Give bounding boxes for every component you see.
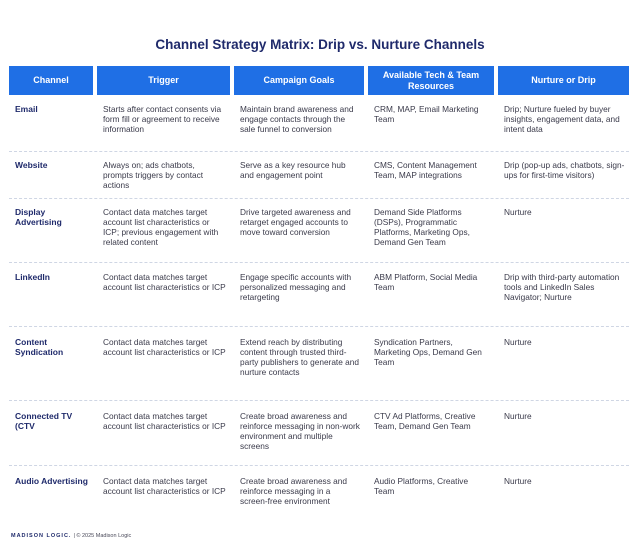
- row-divider: [9, 400, 629, 401]
- resources-cell: CTV Ad Platforms, Creative Team, Demand Gen Team: [374, 411, 476, 431]
- trigger-cell: Contact data matches target account list characteristics or ICP: [103, 476, 226, 496]
- goals-cell: Engage specific accounts with personalized messaging and retargeting: [240, 272, 352, 302]
- goals-cell: Create broad awareness and reinforce messaging in a screen-free environment: [240, 476, 348, 506]
- row-divider: [9, 262, 629, 263]
- table-row-website: [9, 160, 629, 190]
- table-row-content-syndication: [9, 337, 629, 377]
- goals-cell: Create broad awareness and reinforce messaging in non-work environment and multiple screens: [240, 411, 360, 451]
- type-cell: Drip with third-party automation tools and LinkedIn Sales Navigator; Nurture: [504, 272, 620, 302]
- goals-cell: Maintain brand awareness and engage contacts through the sale funnel to conversion: [240, 104, 354, 134]
- table-row-email: [9, 104, 629, 134]
- header-nurture-or-drip: Nurture or Drip: [498, 66, 629, 95]
- header-channel: Channel: [9, 66, 93, 95]
- header-trigger: Trigger: [97, 66, 230, 95]
- trigger-cell: Contact data matches target account list characteristics or ICP; previous engagement with related content: [103, 207, 219, 247]
- table-row-connected-tv: [9, 411, 629, 451]
- trigger-cell: Contact data matches target account list characteristics or ICP: [103, 337, 226, 357]
- resources-cell: CMS, Content Management Team, MAP integrations: [374, 160, 477, 180]
- table-row-display-advertising: [9, 207, 629, 247]
- table-row-linkedin: [9, 272, 629, 302]
- type-cell: Drip; Nurture fueled by buyer insights, engagement data, and intent data: [504, 104, 620, 134]
- row-divider: [9, 326, 629, 327]
- header-resources: Available Tech & Team Resources: [368, 66, 494, 95]
- type-cell: Nurture: [504, 337, 532, 347]
- channel-cell: Connected TV (CTV: [15, 411, 73, 431]
- table-row-audio-advertising: [9, 476, 629, 506]
- channel-cell: Website: [15, 160, 48, 170]
- trigger-cell: Contact data matches target account list characteristics or ICP: [103, 411, 226, 431]
- header-campaign-goals: Campaign Goals: [234, 66, 364, 95]
- channel-cell: Audio Advertising: [15, 476, 88, 486]
- resources-cell: Audio Platforms, Creative Team: [374, 476, 469, 496]
- goals-cell: Extend reach by distributing content through trusted third-party publishers to generate and nurture contacts: [240, 337, 360, 377]
- resources-cell: CRM, MAP, Email Marketing Team: [374, 104, 479, 124]
- channel-cell: Email: [15, 104, 38, 114]
- copyright-text: | © 2025 Madison Logic: [73, 533, 132, 539]
- type-cell: Drip (pop-up ads, chatbots, sign-ups for first-time visitors): [504, 160, 625, 180]
- trigger-cell: Starts after contact consents via form fill or agreement to receive information: [103, 104, 222, 134]
- resources-cell: Demand Side Platforms (DSPs), Programmatic Platforms, Marketing Ops, Demand Gen Team: [374, 207, 470, 247]
- row-divider: [9, 465, 629, 466]
- row-divider: [9, 151, 629, 152]
- goals-cell: Drive targeted awareness and retarget engaged accounts to move toward conversion: [240, 207, 351, 237]
- strategy-matrix: [9, 66, 629, 95]
- channel-cell: LinkedIn: [15, 272, 50, 282]
- channel-cell: Display Advertising: [15, 207, 62, 227]
- footer: [11, 533, 131, 539]
- type-cell: Nurture: [504, 476, 532, 486]
- page-title: Channel Strategy Matrix: Drip vs. Nurture Channels: [155, 37, 485, 52]
- resources-cell: Syndication Partners, Marketing Ops, Demand Gen Team: [374, 337, 482, 367]
- channel-cell: Content Syndication: [15, 337, 64, 357]
- resources-cell: ABM Platform, Social Media Team: [374, 272, 478, 292]
- goals-cell: Serve as a key resource hub and engagement point: [240, 160, 346, 180]
- madison-logic-logo: MADISON LOGIC.: [11, 533, 72, 539]
- row-divider: [9, 198, 629, 199]
- trigger-cell: Contact data matches target account list characteristics or ICP: [103, 272, 226, 292]
- type-cell: Nurture: [504, 207, 532, 217]
- trigger-cell: Always on; ads chatbots, prompts triggers by contact actions: [103, 160, 204, 190]
- table-header: [9, 66, 629, 95]
- type-cell: Nurture: [504, 411, 532, 421]
